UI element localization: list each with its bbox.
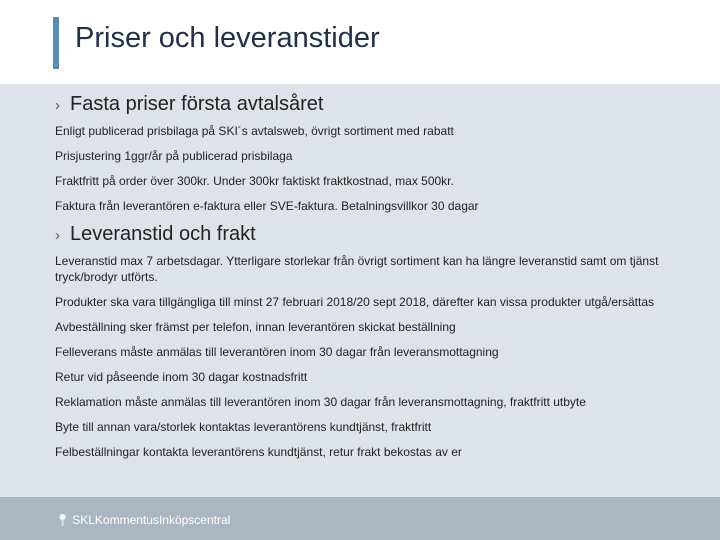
section-heading [55,223,695,246]
section-delivery [55,223,695,460]
section-heading [55,93,695,116]
list-item: Retur vid påseende inom 30 dagar kostnadsfritt [55,370,308,384]
page-title: Priser och leveranstider [75,22,380,54]
section-prices [55,93,695,214]
footer-logo [55,513,230,527]
map-pin-icon: 📍︎ [55,513,71,527]
section-heading-text: Fasta priser första avtalsåret [70,93,324,115]
list-item: Byte till annan vara/storlek kontaktas leverantörens kundtjänst, fraktfritt [55,420,432,434]
title-accent-bar [53,17,59,69]
chevron-right-icon: › [55,227,60,244]
list-item: Fraktfritt på order över 300kr. Under 300kr faktiskt fraktkostnad, max 500kr. [55,174,454,188]
list-item: Reklamation måste anmälas till leverantören inom 30 dagar från leveransmottagning, fraktfritt utbyte [55,395,586,409]
list-item: Felleverans måste anmälas till leverantören inom 30 dagar från leveransmottagning [55,345,499,359]
footer-logo-text: SKLKommentusInköpscentral [72,513,231,527]
content [55,84,695,469]
list-item: Avbeställning sker främst per telefon, innan leverantören skickat beställning [55,320,456,334]
header [0,0,720,84]
list-item: Prisjustering 1ggr/år på publicerad prisbilaga [55,149,293,163]
list-item: Felbeställningar kontakta leverantörens kundtjänst, retur frakt bekostas av er [55,445,462,459]
list-item: Enligt publicerad prisbilaga på SKI´s avtalsweb, övrigt sortiment med rabatt [55,124,454,138]
chevron-right-icon: › [55,97,60,114]
list-item: Leveranstid max 7 arbetsdagar. Ytterligare storlekar från övrigt sortiment kan ha längre leveranstid samt om tjänst tryck/brodyr utförts. [55,254,659,284]
list-item: Produkter ska vara tillgängliga till minst 27 februari 2018/20 sept 2018, därefter kan vissa produkter utgå/ersättas [55,295,654,309]
section-heading-text: Leveranstid och frakt [70,223,256,245]
list-item: Faktura från leverantören e-faktura eller SVE-faktura. Betalningsvillkor 30 dagar [55,199,479,213]
